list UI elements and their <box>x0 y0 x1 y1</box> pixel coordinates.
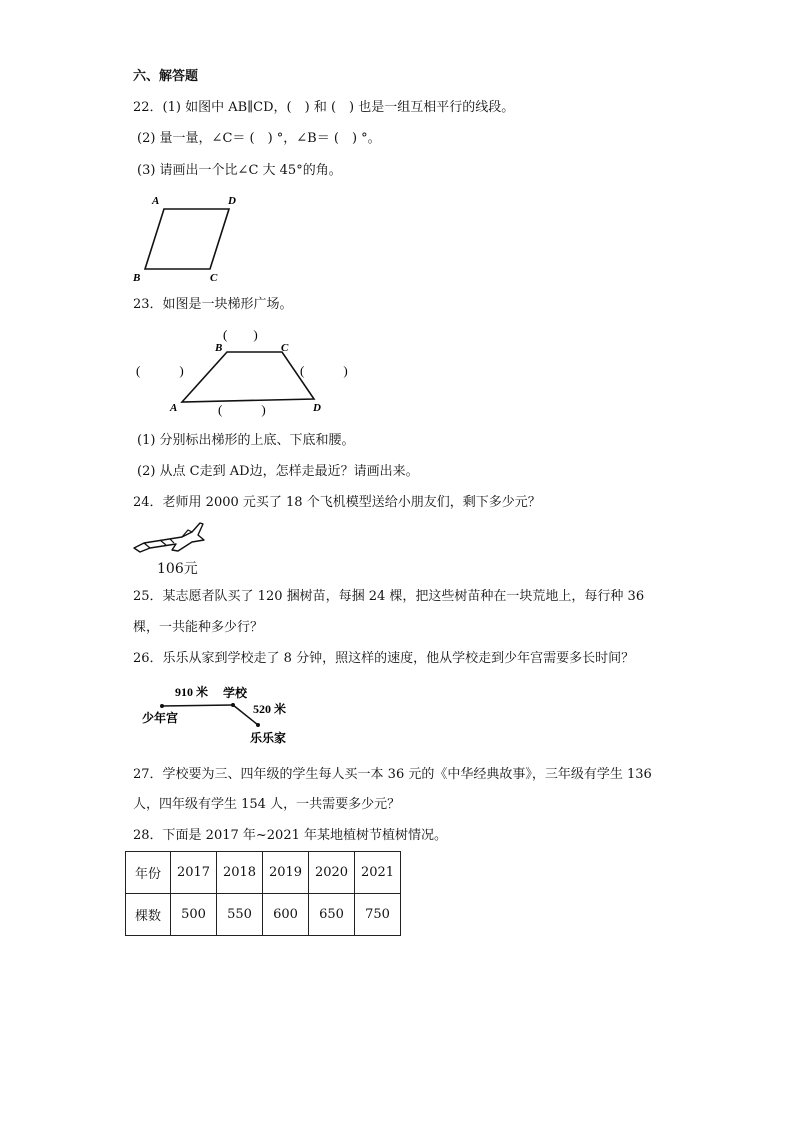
blank-left: ( ) <box>136 363 184 378</box>
q28-text: 28．下面是 2017 年~2021 年某地植树节植树情况。 <box>133 828 447 843</box>
section-title: 六、解答题 <box>133 69 199 84</box>
blank-top: ( ) <box>223 327 258 342</box>
q22-line1: 22．(1) 如图中 AB∥CD，( ) 和 ( ) 也是一组互相平行的线段。 <box>133 100 515 115</box>
table-cell: 2017 <box>171 852 217 894</box>
airplane-icon <box>130 518 210 558</box>
label-home: 乐乐家 <box>250 731 287 745</box>
distance-910: 910 米 <box>175 685 209 699</box>
q22-line3: (3) 请画出一个比∠C 大 45°的角。 <box>137 163 342 178</box>
point-school <box>231 703 235 707</box>
label-b: B <box>215 342 223 354</box>
distance-520: 520 米 <box>253 702 287 716</box>
table-cell: 2019 <box>263 852 309 894</box>
q25-line2: 棵，一共能种多少行？ <box>133 620 264 635</box>
label-d: D <box>228 195 236 207</box>
q25-line1: 25．某志愿者队买了 120 捆树苗，每捆 24 棵，把这些树苗种在一块荒地上，每行种 36 <box>133 589 645 604</box>
q26-text: 26．乐乐从家到学校走了 8 分钟，照这样的速度，他从学校走到少年宫需要多长时间？ <box>133 651 635 666</box>
q22-line2: (2) 量一量，∠C＝ ( ) °，∠B＝ ( ) °。 <box>137 131 381 146</box>
table-cell: 年份 <box>126 852 171 894</box>
label-c: C <box>210 272 218 284</box>
label-a: A <box>152 195 160 207</box>
tree-planting-table <box>125 851 401 936</box>
table-cell: 650 <box>309 894 355 936</box>
q23-intro: 23．如图是一块梯形广场。 <box>133 297 293 312</box>
parallelogram-figure <box>128 190 248 286</box>
table-cell: 550 <box>217 894 263 936</box>
parallelogram-shape <box>145 209 229 269</box>
q23-sub1: (1) 分别标出梯形的上底、下底和腰。 <box>137 433 355 448</box>
label-school: 学校 <box>223 686 248 700</box>
table-cell: 2018 <box>217 852 263 894</box>
table-row-counts <box>126 894 401 936</box>
label-a: A <box>170 402 178 414</box>
label-d: D <box>313 402 321 414</box>
table-cell: 750 <box>355 894 401 936</box>
q23-sub2: (2) 从点 C走到 AD边，怎样走最近？请画出来。 <box>137 464 419 479</box>
point-palace <box>160 704 164 708</box>
label-youth-palace: 少年宫 <box>142 711 179 725</box>
trapezoid-figure <box>130 325 380 420</box>
route-diagram <box>130 680 310 750</box>
q27-line1: 27．学校要为三、四年级的学生每人买一本 36 元的《中华经典故事》，三年级有学生 136 <box>133 767 652 782</box>
label-b: B <box>133 272 141 284</box>
q27-line2: 人，四年级有学生 154 人，一共需要多少元？ <box>133 797 401 812</box>
table-cell: 棵数 <box>126 894 171 936</box>
table-cell: 2021 <box>355 852 401 894</box>
table-cell: 600 <box>263 894 309 936</box>
point-home <box>256 723 260 727</box>
table-row-years <box>126 852 401 894</box>
route-palace-school <box>162 705 233 706</box>
airplane-price: 106元 <box>157 561 198 577</box>
label-c: C <box>281 342 289 354</box>
table-cell: 500 <box>171 894 217 936</box>
blank-right: ( ) <box>300 363 348 378</box>
trapezoid-shape <box>182 352 314 402</box>
q24-text: 24．老师用 2000 元买了 18 个飞机模型送给小朋友们，剩下多少元？ <box>133 495 541 510</box>
blank-bottom: ( ) <box>218 402 266 417</box>
table-cell: 2020 <box>309 852 355 894</box>
